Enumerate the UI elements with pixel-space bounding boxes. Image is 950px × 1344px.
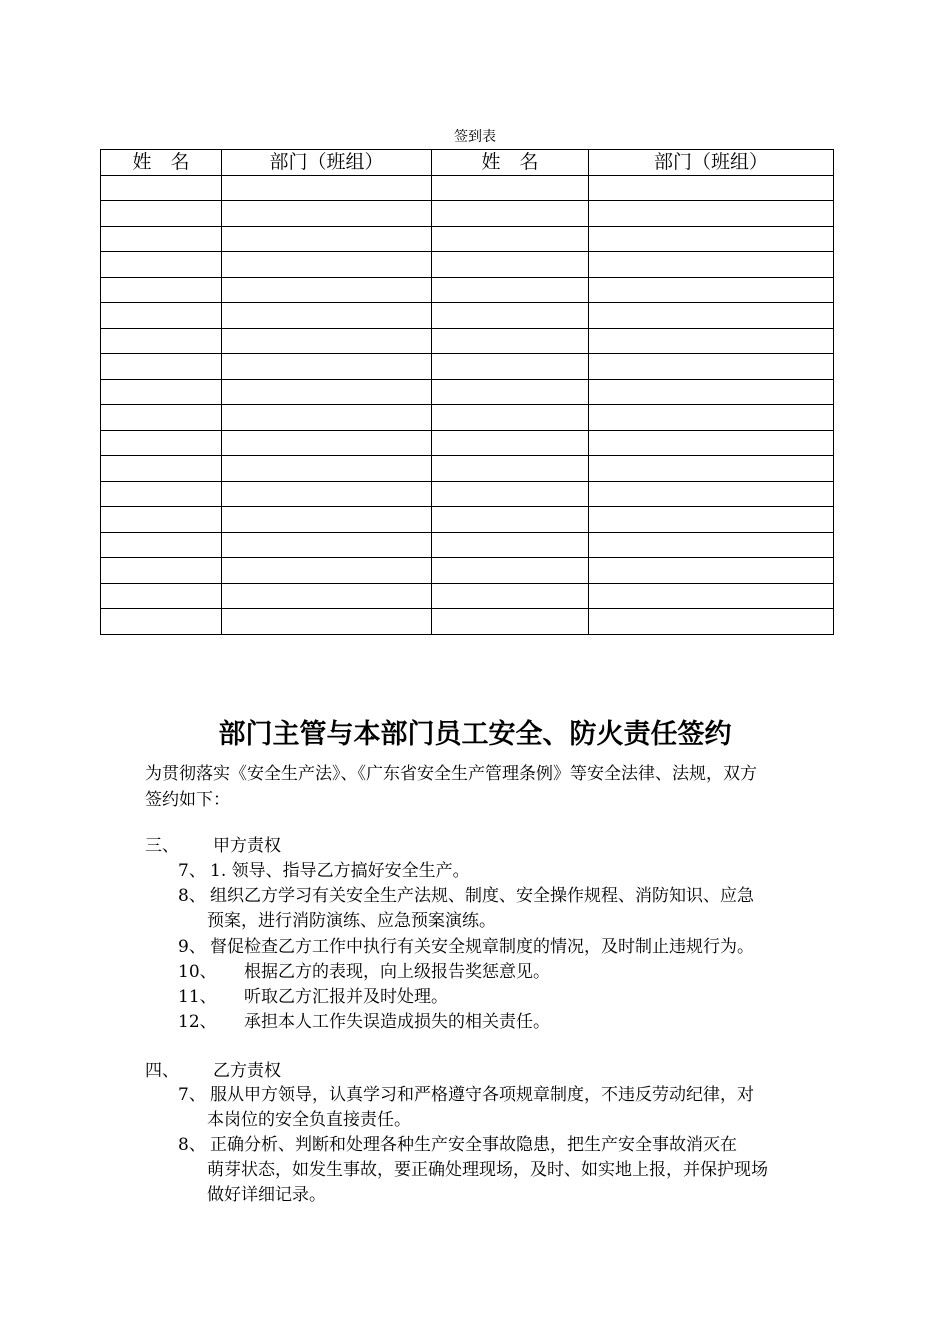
cell-dept-1[interactable] [222,277,432,303]
cell-name-2[interactable] [432,609,589,635]
item-text: 组织乙方学习有关安全生产法规、制度、安全操作规程、消防知识、应急 [210,886,754,906]
sign-table-body [101,175,834,634]
cell-name-1[interactable] [101,481,222,507]
cell-name-1[interactable] [101,558,222,584]
item-number: 9、 [178,937,206,957]
table-row [101,303,834,329]
cell-dept-2[interactable] [589,379,834,405]
cell-dept-2[interactable] [589,558,834,584]
cell-name-2[interactable] [432,583,589,609]
item-text: 正确分析、判断和处理各种生产安全事故隐患，把生产安全事故消灭在 [210,1135,737,1155]
cell-dept-2[interactable] [589,277,834,303]
cell-dept-1[interactable] [222,583,432,609]
cell-name-1[interactable] [101,328,222,354]
table-row [101,430,834,456]
intro-line-1: 为贯彻落实《安全生产法》、《广东省安全生产管理条例》等安全法律、法规，双方 [145,764,757,784]
cell-dept-1[interactable] [222,430,432,456]
cell-name-2[interactable] [432,405,589,431]
intro-line-2: 签约如下： [145,790,230,810]
cell-name-2[interactable] [432,303,589,329]
header-dept-1: 部门（班组） [222,150,432,176]
header-name-2: 姓 名 [432,150,589,176]
item-number: 8、 [178,1135,206,1155]
sign-table-caption: 签到表 [454,129,496,145]
cell-dept-1[interactable] [222,303,432,329]
cell-dept-1[interactable] [222,175,432,201]
cell-dept-2[interactable] [589,583,834,609]
cell-name-2[interactable] [432,226,589,252]
cell-dept-2[interactable] [589,303,834,329]
cell-dept-2[interactable] [589,430,834,456]
table-row [101,405,834,431]
header-name-1: 姓 名 [101,150,222,176]
list-item [178,934,754,960]
cell-name-2[interactable] [432,379,589,405]
cell-name-2[interactable] [432,558,589,584]
cell-name-1[interactable] [101,405,222,431]
cell-name-2[interactable] [432,354,589,380]
table-row [101,558,834,584]
cell-dept-1[interactable] [222,328,432,354]
cell-dept-2[interactable] [589,405,834,431]
cell-dept-2[interactable] [589,175,834,201]
cell-dept-2[interactable] [589,252,834,278]
table-row [101,277,834,303]
item-number: 10、 [178,962,217,982]
item-text: 承担本人工作失误造成损失的相关责任。 [244,1012,550,1032]
section-party-b [145,1058,281,1084]
table-row [101,328,834,354]
table-row [101,175,834,201]
cell-dept-1[interactable] [222,405,432,431]
cell-name-1[interactable] [101,354,222,380]
cell-dept-1[interactable] [222,252,432,278]
cell-name-2[interactable] [432,277,589,303]
cell-dept-1[interactable] [222,456,432,482]
cell-dept-2[interactable] [589,609,834,635]
contract-title: 部门主管与本部门员工安全、防火责任签约 [218,719,732,750]
cell-dept-2[interactable] [589,456,834,482]
cell-dept-1[interactable] [222,201,432,227]
cell-name-1[interactable] [101,277,222,303]
cell-dept-1[interactable] [222,532,432,558]
item-text: 服从甲方领导，认真学习和严格遵守各项规章制度，不违反劳动纪律，对 [210,1085,754,1105]
cell-name-2[interactable] [432,532,589,558]
item-continuation: 预案，进行消防演练、应急预案演练。 [207,911,496,931]
intro-paragraph [145,761,835,813]
cell-name-1[interactable] [101,303,222,329]
list-item [178,1132,737,1158]
table-header-row [101,150,834,176]
table-row [101,456,834,482]
table-row [101,481,834,507]
cell-name-1[interactable] [101,456,222,482]
cell-dept-2[interactable] [589,226,834,252]
section-number: 四、 [145,1061,179,1081]
cell-name-2[interactable] [432,456,589,482]
list-item [178,1009,550,1035]
cell-name-1[interactable] [101,583,222,609]
cell-name-2[interactable] [432,252,589,278]
cell-name-1[interactable] [101,201,222,227]
table-row [101,379,834,405]
header-dept-2: 部门（班组） [589,150,834,176]
cell-name-1[interactable] [101,609,222,635]
section-heading: 乙方责权 [213,1061,281,1081]
cell-name-1[interactable] [101,532,222,558]
item-text: 1. 领导、指导乙方搞好安全生产。 [210,861,470,881]
cell-name-2[interactable] [432,175,589,201]
cell-name-1[interactable] [101,430,222,456]
section-party-a [145,833,281,859]
table-row [101,583,834,609]
table-row [101,354,834,380]
section-number: 三、 [145,836,179,856]
cell-name-1[interactable] [101,226,222,252]
cell-name-1[interactable] [101,252,222,278]
table-row [101,532,834,558]
item-continuation: 萌芽状态，如发生事故，要正确处理现场，及时、如实地上报，并保护现场 [207,1160,768,1180]
list-item [178,858,470,884]
table-row [101,507,834,533]
cell-name-2[interactable] [432,201,589,227]
section-heading: 甲方责权 [213,836,281,856]
table-row [101,201,834,227]
cell-dept-1[interactable] [222,558,432,584]
cell-dept-1[interactable] [222,609,432,635]
item-number: 7、 [178,861,206,881]
item-number: 8、 [178,886,206,906]
table-row [101,226,834,252]
list-item [178,883,754,909]
item-number: 12、 [178,1012,217,1032]
item-continuation: 本岗位的安全负直接责任。 [207,1110,411,1130]
table-row [101,252,834,278]
cell-name-2[interactable] [432,507,589,533]
sign-in-table [100,149,834,635]
cell-name-2[interactable] [432,328,589,354]
cell-name-1[interactable] [101,379,222,405]
cell-dept-1[interactable] [222,379,432,405]
cell-dept-2[interactable] [589,201,834,227]
item-continuation: 做好详细记录。 [207,1185,326,1205]
item-number: 7、 [178,1085,206,1105]
cell-dept-2[interactable] [589,328,834,354]
cell-name-2[interactable] [432,430,589,456]
cell-dept-2[interactable] [589,532,834,558]
item-text: 督促检查乙方工作中执行有关安全规章制度的情况，及时制止违规行为。 [210,937,754,957]
cell-dept-1[interactable] [222,226,432,252]
cell-name-2[interactable] [432,481,589,507]
list-item [178,1082,754,1108]
cell-name-1[interactable] [101,507,222,533]
cell-dept-2[interactable] [589,507,834,533]
list-item [178,959,550,985]
cell-dept-2[interactable] [589,354,834,380]
table-row [101,609,834,635]
item-number: 11、 [178,987,217,1007]
cell-dept-1[interactable] [222,507,432,533]
cell-dept-1[interactable] [222,481,432,507]
item-text: 听取乙方汇报并及时处理。 [244,987,448,1007]
cell-dept-2[interactable] [589,481,834,507]
list-item [178,984,448,1010]
cell-dept-1[interactable] [222,354,432,380]
cell-name-1[interactable] [101,175,222,201]
item-text: 根据乙方的表现，向上级报告奖惩意见。 [244,962,550,982]
